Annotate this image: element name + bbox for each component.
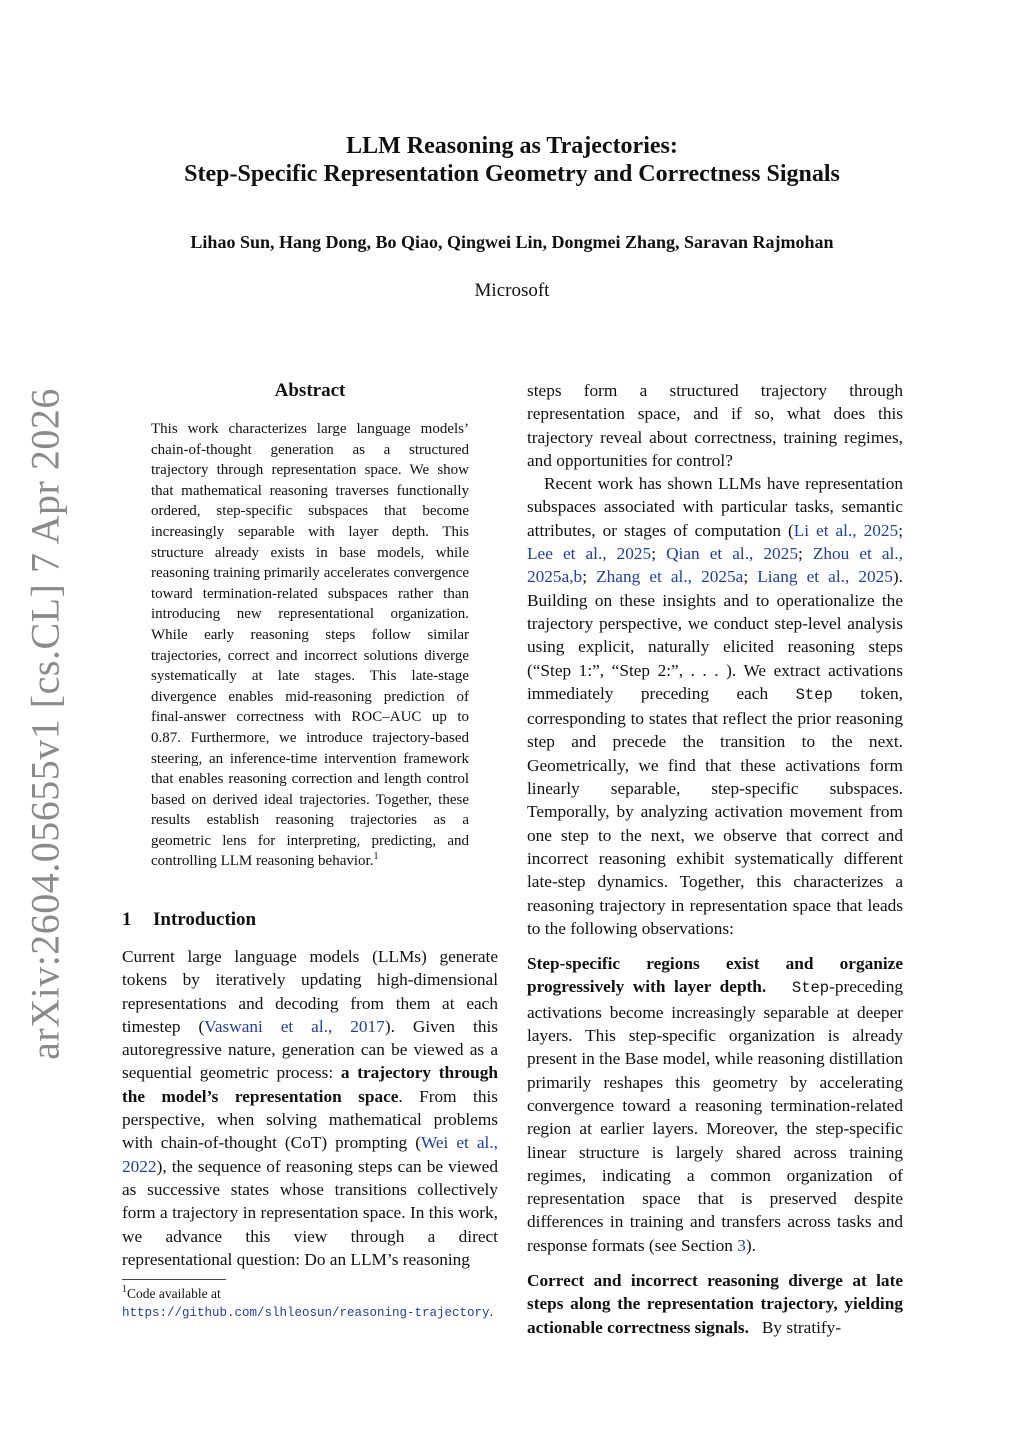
intro-paragraph-2: Recent work has shown LLMs have representation subspaces associated with particular tasks, semantic attributes, or stages of computation (Li et al., 2025; Lee et al., 2025; Qian et al., 2025; Zhou et al., 2025a,b; Zhang et al., 2025a; Liang et al., 2025). Building on these insights and to operationalize the trajectory perspective, we conduct step-level analysis using explicit, naturally elicited reasoning steps (“Step 1:”, “Step 2:”, . . . ). We extract activations immediately preceding each Step token, corresponding to states that reflect the prior reasoning step and precede the transition to the next. Geometrically, we find that these activations form linearly separable, step-specific subspaces. Temporally, by analyzing activation movement from one step to the next, we observe that correct and incorrect reasoning exhibit systematically different late-step dynamics. Together, this characterizes a reasoning trajectory in representation space that leads to the following observations: [527, 474, 903, 938]
code-token: Step [791, 979, 830, 998]
emphasis: a trajectory through the model’s representation space [122, 1063, 498, 1106]
affiliation: Microsoft [474, 280, 550, 301]
intro-paragraph-4: Correct and incorrect reasoning diverge at late steps along the representation trajectory, yielding actionable correctness signals. By stratify- [527, 1270, 903, 1337]
citation-link[interactable]: Vaswani et al., 2017 [204, 1016, 385, 1036]
paragraph-lead-in: Step-specific regions exist and organize progressively with layer depth. [527, 954, 903, 997]
footnote-divider [122, 1279, 226, 1280]
section-ref-link[interactable]: 3 [737, 1235, 746, 1255]
abstract-text: This work characterizes large language models’ chain-of-thought generation as a structured trajectory through representation space. We show that mathematical reasoning traverses functionally ordered, step-specific subspaces that become increasingly separable with layer depth. This structure already exists in base models, while reasoning training primarily accelerates convergence toward termination-related subspaces rather than introducing new representational organization. While early reasoning steps follow similar trajectories, correct and incorrect solutions diverge systematically at late stages. This late-stage divergence enables mid-reasoning prediction of final-answer correctness with ROC–AUC up to 0.87. Furthermore, we introduce trajectory-based steering, an inference-time intervention framework that enables reasoning correction and length control based on derived ideal trajectories. Together, these results establish reasoning trajectories as a geometric lens for interpreting, predicting, and controlling LLM reasoning behavior. [151, 421, 469, 870]
author-list: Lihao Sun, Hang Dong, Bo Qiao, Qingwei Lin, Dongmei Zhang, Saravan Rajmohan [190, 232, 834, 252]
footnote-marker[interactable]: 1 [373, 851, 379, 863]
intro-paragraph-3: Step-specific regions exist and organize progressively with layer depth. Step-preceding activations become increasingly separable at deeper layers. This step-specific organization is already present in the Base model, while reasoning distillation primarily reshapes this geometry by accelerating convergence toward a reasoning termination-related region at earlier layers. Moreover, the step-specific linear structure is largely shared across training regimes, indicating a common organization of representation space that is preserved despite differences in training and transfers across tasks and response formats (see Section 3). [527, 954, 903, 1255]
right-column-text [527, 379, 903, 1339]
arxiv-stamp[interactable]: arXiv:2604.05655v1 [cs.CL] 7 Apr 2026 [22, 388, 68, 1060]
code-token: Step [795, 685, 833, 704]
citation-link[interactable]: Li et al., 2025 [793, 520, 899, 540]
citation-link[interactable]: Lee et al., 2025 [527, 544, 652, 564]
title-line-2: Step-Specific Representation Geometry and Correctness Signals [184, 161, 840, 187]
paper-title [0, 132, 1024, 188]
intro-paragraph-1: Current large language models (LLMs) generate tokens by iteratively updating high-dimensional representations and decoding from them at each timestep (Vaswani et al., 2017). Given this autoregressive nature, generation can be viewed as a sequential geometric process: a trajectory through the model’s representation space. From this perspective, when solving mathematical problems with chain-of-thought (CoT) prompting (Wei et al., 2022), the sequence of reasoning steps can be viewed as successive states whose transitions collectively form a trajectory in representation space. In this work, we advance this view through a direct representational question: Do an LLM’s reasoning [122, 947, 498, 1269]
section-heading-introduction [122, 909, 256, 931]
citation-link[interactable]: Zhou et al., 2025a,b [527, 544, 903, 587]
citation-link[interactable]: Zhang et al., 2025a [596, 567, 744, 587]
footnote-number: 1 [122, 1284, 127, 1295]
footnote-text: Code available at [127, 1286, 221, 1301]
citation-link[interactable]: Liang et al., 2025 [757, 567, 893, 587]
citation-link[interactable]: Qian et al., 2025 [666, 544, 798, 564]
title-line-1: LLM Reasoning as Trajectories: [346, 133, 678, 159]
paragraph-lead-in: Correct and incorrect reasoning diverge at late steps along the representation trajectory, yielding actionable correctness signals. [527, 1270, 903, 1337]
citation-link[interactable]: Wei et al., 2022 [122, 1133, 498, 1176]
intro-paragraph-1-continued: ), the sequence of reasoning steps can be viewed as successive states whose transitions collectively form a trajectory in representation space. In this work, we advance this view through a direct representational question: Do an LLM’s reasoning [122, 1156, 498, 1269]
section-number: 1 [122, 909, 132, 930]
footnote: $^1$Code available at https://github.com/slhleosun/reasoning-trajectory. [122, 1284, 493, 1320]
abstract-heading: Abstract [274, 380, 346, 401]
section-title: Introduction [153, 909, 257, 930]
abstract-body [151, 419, 469, 872]
intro-paragraph-1-overflow: steps form a structured trajectory through representation space, and if so, what does this trajectory reveal about correctness, training regimes, and opportunities for control? [527, 381, 903, 470]
code-url-link[interactable]: https://github.com/slhleosun/reasoning-trajectory [122, 1306, 490, 1320]
left-column-text [122, 945, 498, 1271]
